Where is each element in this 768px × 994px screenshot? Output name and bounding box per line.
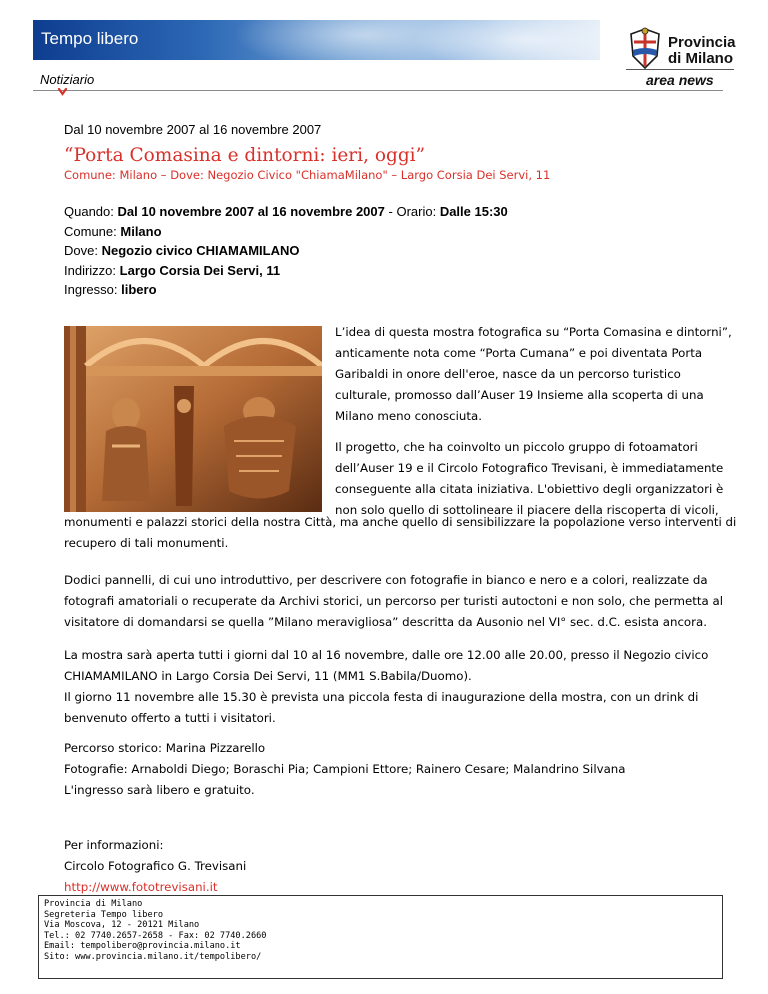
quando-label: Quando: [64, 204, 114, 219]
footer-contacts [38, 895, 723, 979]
logo-name-line1: Provincia [668, 34, 736, 51]
event-info [64, 202, 508, 300]
ingresso-label: Ingresso: [64, 282, 118, 298]
dove-value: Negozio civico CHIAMAMILANO [101, 243, 300, 259]
footer-line: Via Moscova, 12 - 20121 Milano [44, 920, 200, 931]
article-title: “Porta Comasina e dintorni: ieri, oggi” [64, 145, 426, 166]
comune-label: Comune: [64, 223, 117, 239]
quando-value: Dal 10 novembre 2007 al 16 novembre 2007 [117, 204, 385, 219]
subsection-label: Notiziario [40, 72, 95, 87]
ingresso-value: libero [121, 282, 157, 298]
footer-line: Tel.: 02 7740.2657-2658 - Fax: 02 7740.2660 [44, 930, 267, 941]
paragraph-intro: L’idea di questa mostra fotografica su “Porta Comasina e dintorni”, anticamente nota come “Porta Cumana” e poi diventata Porta Garibaldi in onore dell'eroe, nasce da un percorso turistico culturale, promosso dall’Auser 19 Insieme alla scoperta di una Milano meno conosciuta. [335, 325, 732, 423]
paragraph-project-part1: Il progetto, che ha coinvolto un piccolo gruppo di fotoamatori dell’Auser 19 e il Circolo Fotografico Trevisani, è immediatamente conseguente alla citata iniziativa. L'obiettivo degli organizzatori è non solo quello di sottolineare il piacere della riscoperta di vicoli, [335, 440, 724, 517]
logo-subtitle: area news [646, 72, 714, 88]
contact-label: Per informazioni: [64, 838, 164, 852]
header-banner [33, 20, 600, 60]
footer-email[interactable]: Email: tempolibero@provincia.milano.it [44, 941, 241, 952]
orario-value: Dalle 15:30 [439, 204, 508, 219]
footer-site[interactable]: Sito: www.provincia.milano.it/tempolibero/ [44, 951, 262, 962]
info-dove [64, 241, 508, 261]
contact-info [64, 835, 744, 898]
stone-relief-illustration [64, 326, 322, 512]
article-subtitle: Comune: Milano – Dove: Negozio Civico "ChiamaMilano" – Largo Corsia Dei Servi, 11 [64, 168, 551, 182]
contact-org: Circolo Fotografico G. Trevisani [64, 859, 247, 873]
contact-link[interactable]: http://www.fototrevisani.it [64, 880, 218, 894]
footer-line: Provincia di Milano [44, 899, 143, 909]
schedule-line1: La mostra sarà aperta tutti i giorni dal 10 al 16 novembre, dalle ore 12.00 alle 20.00, presso il Negozio civico CHIAMAMILANO in Largo Corsia Dei Servi, 11 (MM1 S.Babila/Duomo). [64, 648, 709, 683]
footer-line: Segreteria Tempo libero [44, 909, 163, 920]
orario-label: - Orario: [388, 204, 437, 219]
dove-label: Dove: [64, 243, 98, 259]
section-title: Tempo libero [41, 29, 139, 48]
info-comune [64, 222, 508, 242]
date-range: Dal 10 novembre 2007 al 16 novembre 2007 [64, 122, 322, 137]
banner-cloud [413, 20, 600, 60]
credits [64, 738, 744, 801]
comune-value: Milano [120, 223, 162, 239]
logo-name [668, 35, 736, 67]
logo-divider [626, 69, 734, 70]
schedule-line2: Il giorno 11 novembre alle 15.30 è prevista una piccola festa di inaugurazione della mostra, con un drink di benvenuto offerto a tutti i visitatori. [64, 690, 699, 725]
info-when [64, 202, 508, 222]
info-ingresso [64, 280, 508, 300]
indirizzo-label: Indirizzo: [64, 262, 117, 278]
paragraph-schedule [64, 645, 744, 729]
article-photo [64, 326, 322, 512]
paragraph-project-part2: monumenti e palazzi storici della nostra Città, ma anche quello di sensibilizzare la popolazione verso interventi di recupero di tali monumenti. [64, 515, 737, 550]
chevron-down-icon [58, 88, 67, 96]
credits-entry: L'ingresso sarà libero e gratuito. [64, 783, 255, 797]
credits-photos: Fotografie: Arnaboldi Diego; Boraschi Pia; Campioni Ettore; Rainero Cesare; Malandrino Silvana [64, 762, 626, 776]
provincia-crest-icon [628, 26, 662, 70]
info-indirizzo [64, 261, 508, 281]
header-divider [33, 90, 723, 91]
credits-history: Percorso storico: Marina Pizzarello [64, 741, 266, 755]
paragraph-panels: Dodici pannelli, di cui uno introduttivo, per descrivere con fotografie in bianco e nero e a colori, realizzate da fotografi amatoriali o recuperate da Archivi storici, un percorso per turisti autoctoni e non solo, che permetta al visitatore di domandarsi se quella ”Milano meravigliosa” descritta da Ausonio nel VI° sec. d.C. esista ancora. [64, 573, 724, 629]
indirizzo-value: Largo Corsia Dei Servi, 11 [119, 262, 281, 278]
logo-name-line2: di Milano [668, 50, 733, 67]
